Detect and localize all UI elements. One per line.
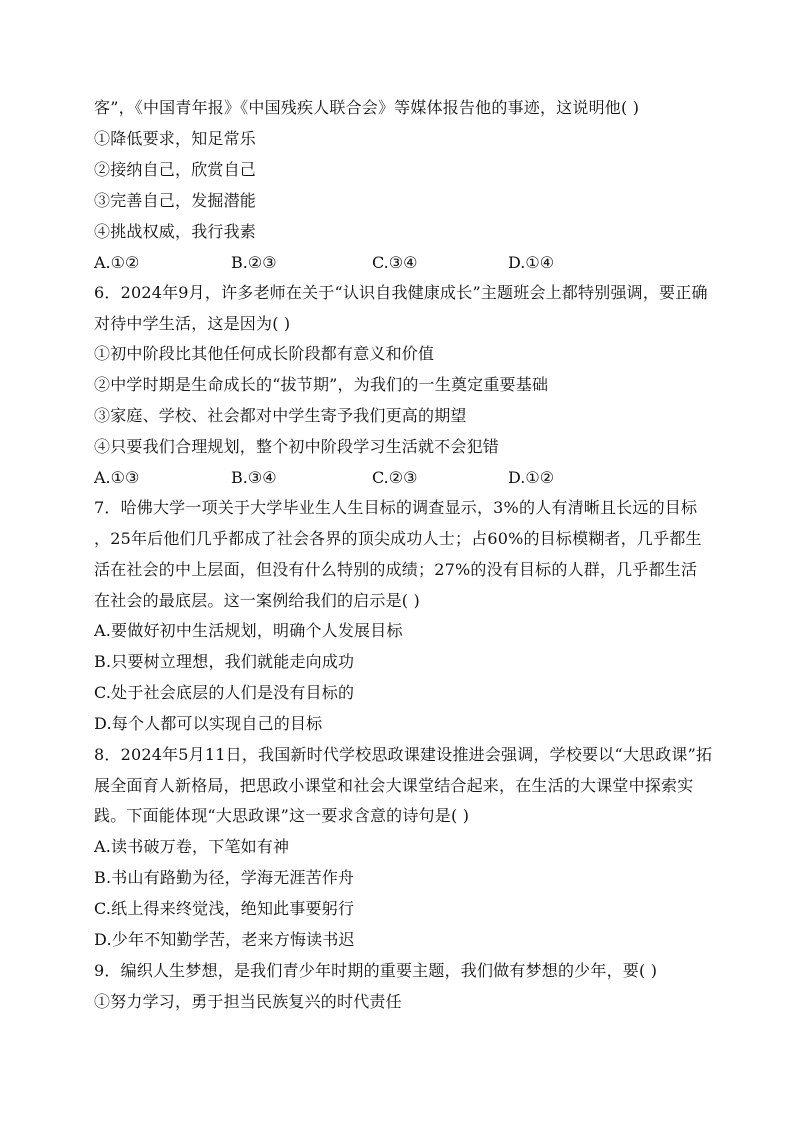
q7-stem-line-3: 活在社会的中上层面，但没有什么特别的成绩；27%的没有目标的人群，几乎都生活: [94, 560, 698, 579]
q5-option-c[interactable]: C.③④: [372, 253, 418, 272]
q5-statement-4: ④挑战权威，我行我素: [94, 222, 257, 241]
q9-stem-line-1: 9．编织人生梦想，是我们青少年时期的重要主题，我们做有梦想的少年，要( ): [94, 961, 658, 980]
q6-stem-line-1: 6．2024年9月，许多老师在关于“认识自我健康成长”主题班会上都特别强调，要正确: [94, 283, 708, 302]
q7-option-b[interactable]: B.只要树立理想，我们就能走向成功: [94, 652, 355, 671]
q7-option-a[interactable]: A.要做好初中生活规划，明确个人发展目标: [94, 621, 403, 640]
q5-option-a[interactable]: A.①②: [94, 253, 140, 272]
q7-stem-line-2: ，25年后他们几乎都成了社会各界的顶尖成功人士；占60%的目标模糊者，几乎都生: [94, 529, 702, 548]
q8-option-b[interactable]: B.书山有路勤为径，学海无涯苦作舟: [94, 868, 355, 887]
q6-statement-3: ③家庭、学校、社会都对中学生寄予我们更高的期望: [94, 406, 467, 425]
q5-stem: 客”，《中国青年报》《中国残疾人联合会》等媒体报告他的事迹，这说明他( ): [94, 98, 640, 117]
q6-stem-line-2: 对待中学生活，这是因为( ): [94, 314, 291, 333]
q5-option-d[interactable]: D.①④: [508, 253, 555, 272]
q8-option-a[interactable]: A.读书破万卷，下笔如有神: [94, 837, 290, 856]
q6-statement-1: ①初中阶段比其他任何成长阶段都有意义和价值: [94, 344, 435, 363]
q7-option-c[interactable]: C.处于社会底层的人们是没有目标的: [94, 683, 355, 702]
q8-stem-line-3: 践。下面能体现“大思政课”这一要求含意的诗句是( ): [94, 806, 470, 825]
q5-statement-1: ①降低要求，知足常乐: [94, 129, 257, 148]
q5-option-b[interactable]: B.②③: [231, 253, 277, 272]
q8-stem-line-2: 展全面育人新格局，把思政小课堂和社会大课堂结合起来，在生活的大课堂中探索实: [94, 776, 694, 795]
q6-statement-4: ④只要我们合理规划，整个初中阶段学习生活就不会犯错: [94, 437, 500, 456]
q5-statement-3: ③完善自己，发掘潜能: [94, 191, 257, 210]
q7-stem-line-1: 7．哈佛大学一项关于大学毕业生人生目标的调查显示，3%的人有清晰且长远的目标: [94, 498, 698, 517]
q5-statement-2: ②接纳自己，欣赏自己: [94, 160, 257, 179]
q6-option-d[interactable]: D.①②: [508, 468, 555, 487]
q8-stem-line-1: 8．2024年5月11日，我国新时代学校思政课建设推进会强调，学校要以“大思政课”拓: [94, 745, 713, 764]
q5-options: [94, 253, 706, 273]
q7-option-d[interactable]: D.每个人都可以实现自己的目标: [94, 714, 323, 733]
q9-statement-1: ①努力学习，勇于担当民族复兴的时代责任: [94, 992, 402, 1011]
q7-stem-line-4: 在社会的最底层。这一案例给我们的启示是( ): [94, 591, 420, 610]
q6-option-a[interactable]: A.①③: [94, 468, 140, 487]
q6-option-b[interactable]: B.③④: [231, 468, 277, 487]
q8-option-d[interactable]: D.少年不知勤学苦，老来方悔读书迟: [94, 930, 355, 949]
q6-options: [94, 468, 706, 488]
q6-statement-2: ②中学时期是生命成长的“拔节期”，为我们的一生奠定重要基础: [94, 375, 549, 394]
q8-option-c[interactable]: C.纸上得来终觉浅，绝知此事要躬行: [94, 899, 355, 918]
q6-option-c[interactable]: C.②③: [372, 468, 418, 487]
